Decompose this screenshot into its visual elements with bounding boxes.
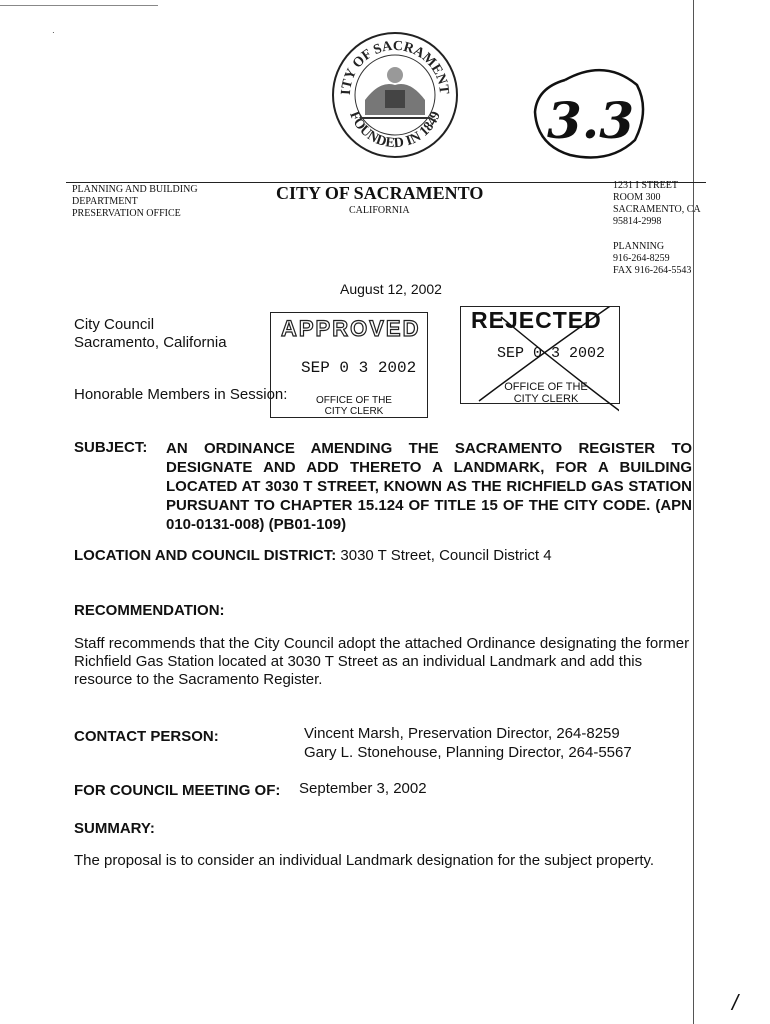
- subject-label: SUBJECT:: [74, 439, 148, 456]
- meeting-label: FOR COUNCIL MEETING OF:: [74, 782, 281, 799]
- addressee-line: City Council: [74, 316, 155, 333]
- letter-date: August 12, 2002: [340, 281, 442, 297]
- summary-text: The proposal is to consider an individual Landmark designation for the subject property.: [74, 852, 655, 869]
- salutation: Honorable Members in Session:: [74, 386, 288, 403]
- contact-label: CONTACT PERSON:: [74, 728, 219, 745]
- rejected-stamp-title: REJECTED: [471, 307, 602, 333]
- subject-text: AN ORDINANCE AMENDING THE SACRAMENTO REGISTER TO DESIGNATE AND ADD THERETO A LANDMARK, FOR A BUILDING LOCATED AT 3030 T STREET, KNOWN AS THE RICHFIELD GAS STATION PURSUANT TO CHAPTER 15.124 OF TITLE 15 OF THE CITY CODE. (APN 010-0131-008) (PB01-109): [166, 440, 692, 533]
- meeting-date: September 3, 2002: [299, 780, 427, 797]
- stamp-office-line: CITY CLERK: [324, 406, 384, 417]
- address-block: [613, 180, 713, 228]
- seal-bottom-text: FOUNDED IN 1849: [346, 109, 444, 152]
- location-label: LOCATION AND COUNCIL DISTRICT:: [74, 547, 337, 564]
- phone-block: [613, 241, 713, 277]
- approved-stamp-title: APPROVED: [281, 316, 421, 341]
- addressee-block: [74, 316, 227, 352]
- handwritten-item-number: [525, 60, 655, 170]
- department-line: DEPARTMENT: [72, 196, 138, 207]
- phone-line: 916-264-8259: [613, 253, 670, 264]
- letterhead-title: CITY OF SACRAMENTO: [276, 183, 484, 203]
- phone-line: PLANNING: [613, 241, 665, 252]
- approved-stamp: [270, 312, 428, 418]
- address-line: ROOM 300: [613, 192, 661, 203]
- top-scan-line: [0, 5, 158, 6]
- approved-stamp-office: [309, 395, 399, 417]
- seal-top-text: ITY OF SACRAMENT: [338, 38, 452, 96]
- rejected-stamp: [460, 306, 620, 404]
- location-line: [74, 547, 552, 564]
- address-line: 1231 I STREET: [613, 180, 678, 191]
- address-line: SACRAMENTO, CA: [613, 204, 701, 215]
- svg-text:FOUNDED IN 1849: [346, 110, 444, 152]
- department-line: PLANNING AND BUILDING: [72, 184, 198, 195]
- contact-person: Vincent Marsh, Preservation Director, 264-8259: [304, 725, 620, 742]
- contact-person: Gary L. Stonehouse, Planning Director, 264-5567: [304, 744, 632, 761]
- handwritten-page-mark: /: [732, 990, 739, 1015]
- stamp-office-line: OFFICE OF THE: [316, 395, 392, 406]
- approved-stamp-date: SEP 0 3 2002: [301, 359, 417, 377]
- right-margin-line: [693, 0, 694, 1024]
- phone-line: FAX 916-264-5543: [613, 265, 692, 276]
- contact-persons: [304, 724, 632, 762]
- addressee-line: Sacramento, California: [74, 334, 227, 351]
- stamp-office-line: CITY CLERK: [513, 393, 579, 405]
- recommendation-label: RECOMMENDATION:: [74, 602, 225, 619]
- department-block: [72, 184, 272, 220]
- item-number-text: 3.3: [547, 91, 634, 150]
- location-value: 3030 T Street, Council District 4: [340, 547, 552, 564]
- summary-label: SUMMARY:: [74, 820, 155, 837]
- stamp-office-line: OFFICE OF THE: [504, 381, 588, 393]
- rejected-stamp-date: SEP 0 3 2002: [497, 345, 606, 362]
- letterhead-subtitle: CALIFORNIA: [349, 205, 410, 216]
- department-line: PRESERVATION OFFICE: [72, 208, 181, 219]
- address-line: 95814-2998: [613, 216, 662, 227]
- recommendation-text: Staff recommends that the City Council adopt the attached Ordinance designating the former Richfield Gas Station located at 3030 T Street as an individual Landmark and add this resource to the Sacramento Register.: [74, 635, 690, 688]
- cross-out-mark: [461, 307, 619, 417]
- city-seal-logo: [330, 30, 460, 160]
- scan-speck: ·: [52, 28, 55, 37]
